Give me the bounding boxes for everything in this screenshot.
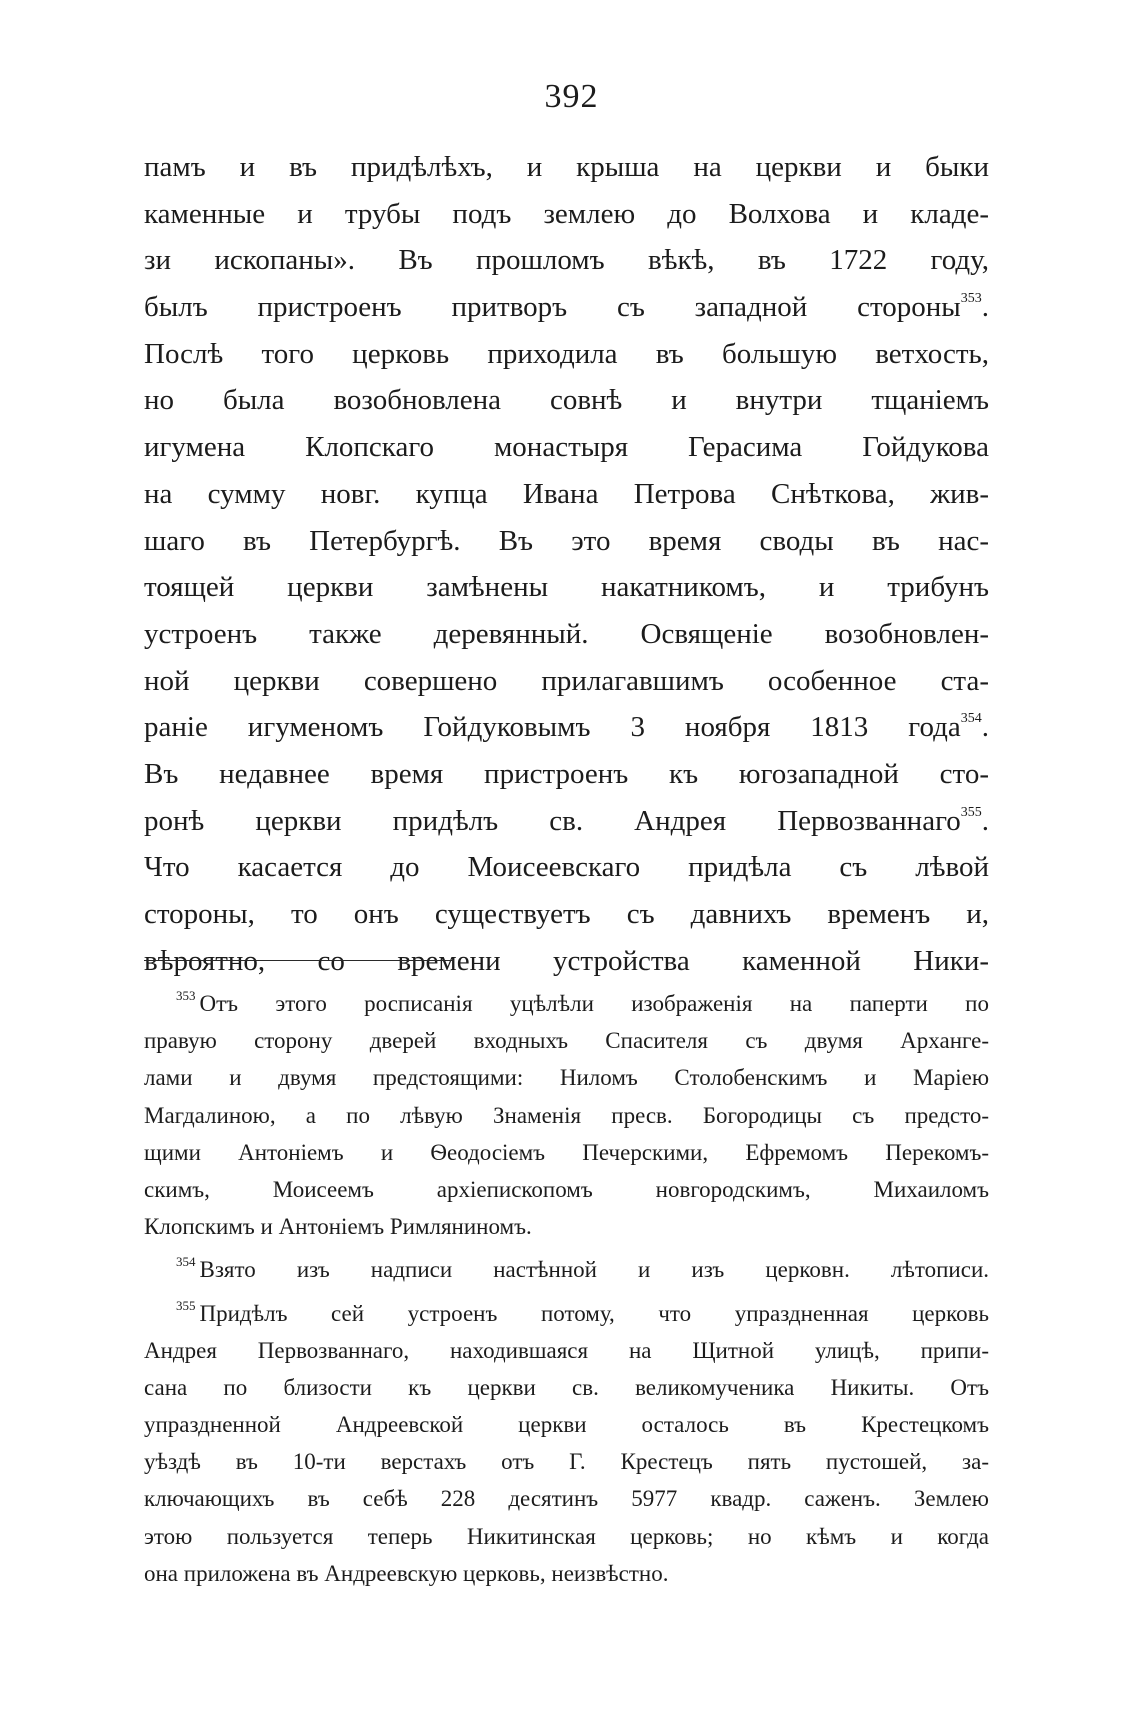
footnote-353-line: Магдалиною, а по лѣвую Знаменія пресв. Богородицы съ предсто- [144, 1102, 989, 1128]
footnote-355-line: уѣздѣ въ 10-ти верстахъ отъ Г. Крестецъ пять пустошей, за- [144, 1449, 989, 1475]
text-line: ной церкви совершено прилагавшимъ особенное ста- [144, 664, 989, 697]
footnote-355-line: сана по близости къ церкви св. великомученика Никиты. Отъ [144, 1374, 989, 1400]
text-line: памъ и въ придѣлѣхъ, и крыша на церкви и быки [144, 151, 989, 183]
text-line: зи ископаны». Въ прошломъ вѣкѣ, въ 1722 году, [144, 244, 989, 277]
text-line: Что касается до Моисеевскаго придѣла съ лѣвой [144, 851, 989, 884]
footnote-ref-355: 355 [960, 804, 982, 820]
line-period: . [981, 711, 989, 744]
footnote-number: 354 [176, 1254, 196, 1270]
footnote-355-line [144, 1295, 989, 1332]
footnote-353-line: скимъ, Моисеемъ архіепископомъ новгородскимъ, Михаиломъ [144, 1176, 989, 1202]
footnote-355-line: этою пользуется теперь Никитинская церковь; но кѣмъ и когда [144, 1523, 989, 1549]
footnote-text: Взято изъ надписи настѣнной и изъ церковн. лѣтописи. [199, 1257, 989, 1283]
text-line: шаго въ Петербургѣ. Въ это время своды въ нас- [144, 524, 989, 557]
text-line: тоящей церкви замѣнены накатникомъ, и трибунъ [144, 571, 989, 604]
footnote-353-line: щими Антоніемъ и Ѳеодосіемъ Печерскими, Ефремомъ Перекомъ- [144, 1139, 989, 1165]
page-number: 392 [544, 78, 599, 115]
text-line: вѣроятно, со времени устройства каменной Ники- [144, 944, 989, 977]
footnote-355-line: она приложена въ Андреевскую церковь, неизвѣстно. [144, 1560, 669, 1586]
footnote-355-line: Андрея Первозваннаго, находившаяся на Щитной улицѣ, припи- [144, 1337, 989, 1363]
footnote-number: 353 [176, 988, 196, 1003]
footnote-353-line: правую сторону дверей входныхъ Спасителя съ двумя Арханге- [144, 1028, 989, 1054]
footnote-text: Придѣлъ сей устроенъ потому, что упраздненная церковь [199, 1300, 989, 1326]
footnote-divider [144, 960, 454, 961]
footnote-text: Отъ этого росписанія уцѣлѣли изображенія на паперти по [199, 991, 989, 1016]
main-text-block [144, 144, 989, 984]
text-line-content: раніе игуменомъ Гойдуковымъ 3 ноября 1813 года [144, 711, 961, 744]
line-period: . [981, 291, 989, 324]
footnotes-block [144, 985, 989, 1592]
footnote-355-line: упраздненной Андреевской церкви осталось въ Крестецкомъ [144, 1412, 989, 1438]
text-line: на сумму новг. купца Ивана Петрова Снѣткова, жив- [144, 477, 989, 510]
footnote-number: 355 [176, 1297, 196, 1313]
footnote-355-line: ключающихъ въ себѣ 228 десятинъ 5977 квадр. саженъ. Землею [144, 1486, 989, 1512]
footnote-ref-353: 353 [960, 291, 982, 307]
text-line: Послѣ того церковь приходила въ большую ветхость, [144, 337, 989, 370]
footnote-353-line [144, 985, 989, 1022]
line-period: . [981, 804, 989, 837]
text-line: но была возобновлена совнѣ и внутри тщаніемъ [144, 384, 989, 417]
text-line-with-ref [144, 704, 989, 751]
footnote-353-line: Клопскимъ и Антоніемъ Римляниномъ. [144, 1214, 532, 1240]
footnote-ref-354: 354 [960, 711, 982, 727]
text-line: игумена Клопскаго монастыря Герасима Гойдукова [144, 431, 989, 464]
footnote-354-line [144, 1251, 989, 1288]
text-line-content: былъ пристроенъ притворъ съ западной стороны [144, 291, 961, 324]
text-line-with-ref [144, 798, 989, 845]
text-line-content: ронѣ церкви придѣлъ св. Андрея Первозваннаго [144, 804, 961, 837]
text-line-with-ref [144, 284, 989, 331]
text-line: стороны, то онъ существуетъ съ давнихъ временъ и, [144, 898, 989, 930]
footnote-353-line: лами и двумя предстоящими: Ниломъ Столобенскимъ и Маріею [144, 1065, 989, 1091]
text-line: устроенъ также деревянный. Освященіе возобновлен- [144, 617, 989, 650]
text-line: Въ недавнее время пристроенъ къ югозападной сто- [144, 757, 989, 790]
text-line: каменные и трубы подъ землею до Волхова и кладе- [144, 197, 989, 230]
